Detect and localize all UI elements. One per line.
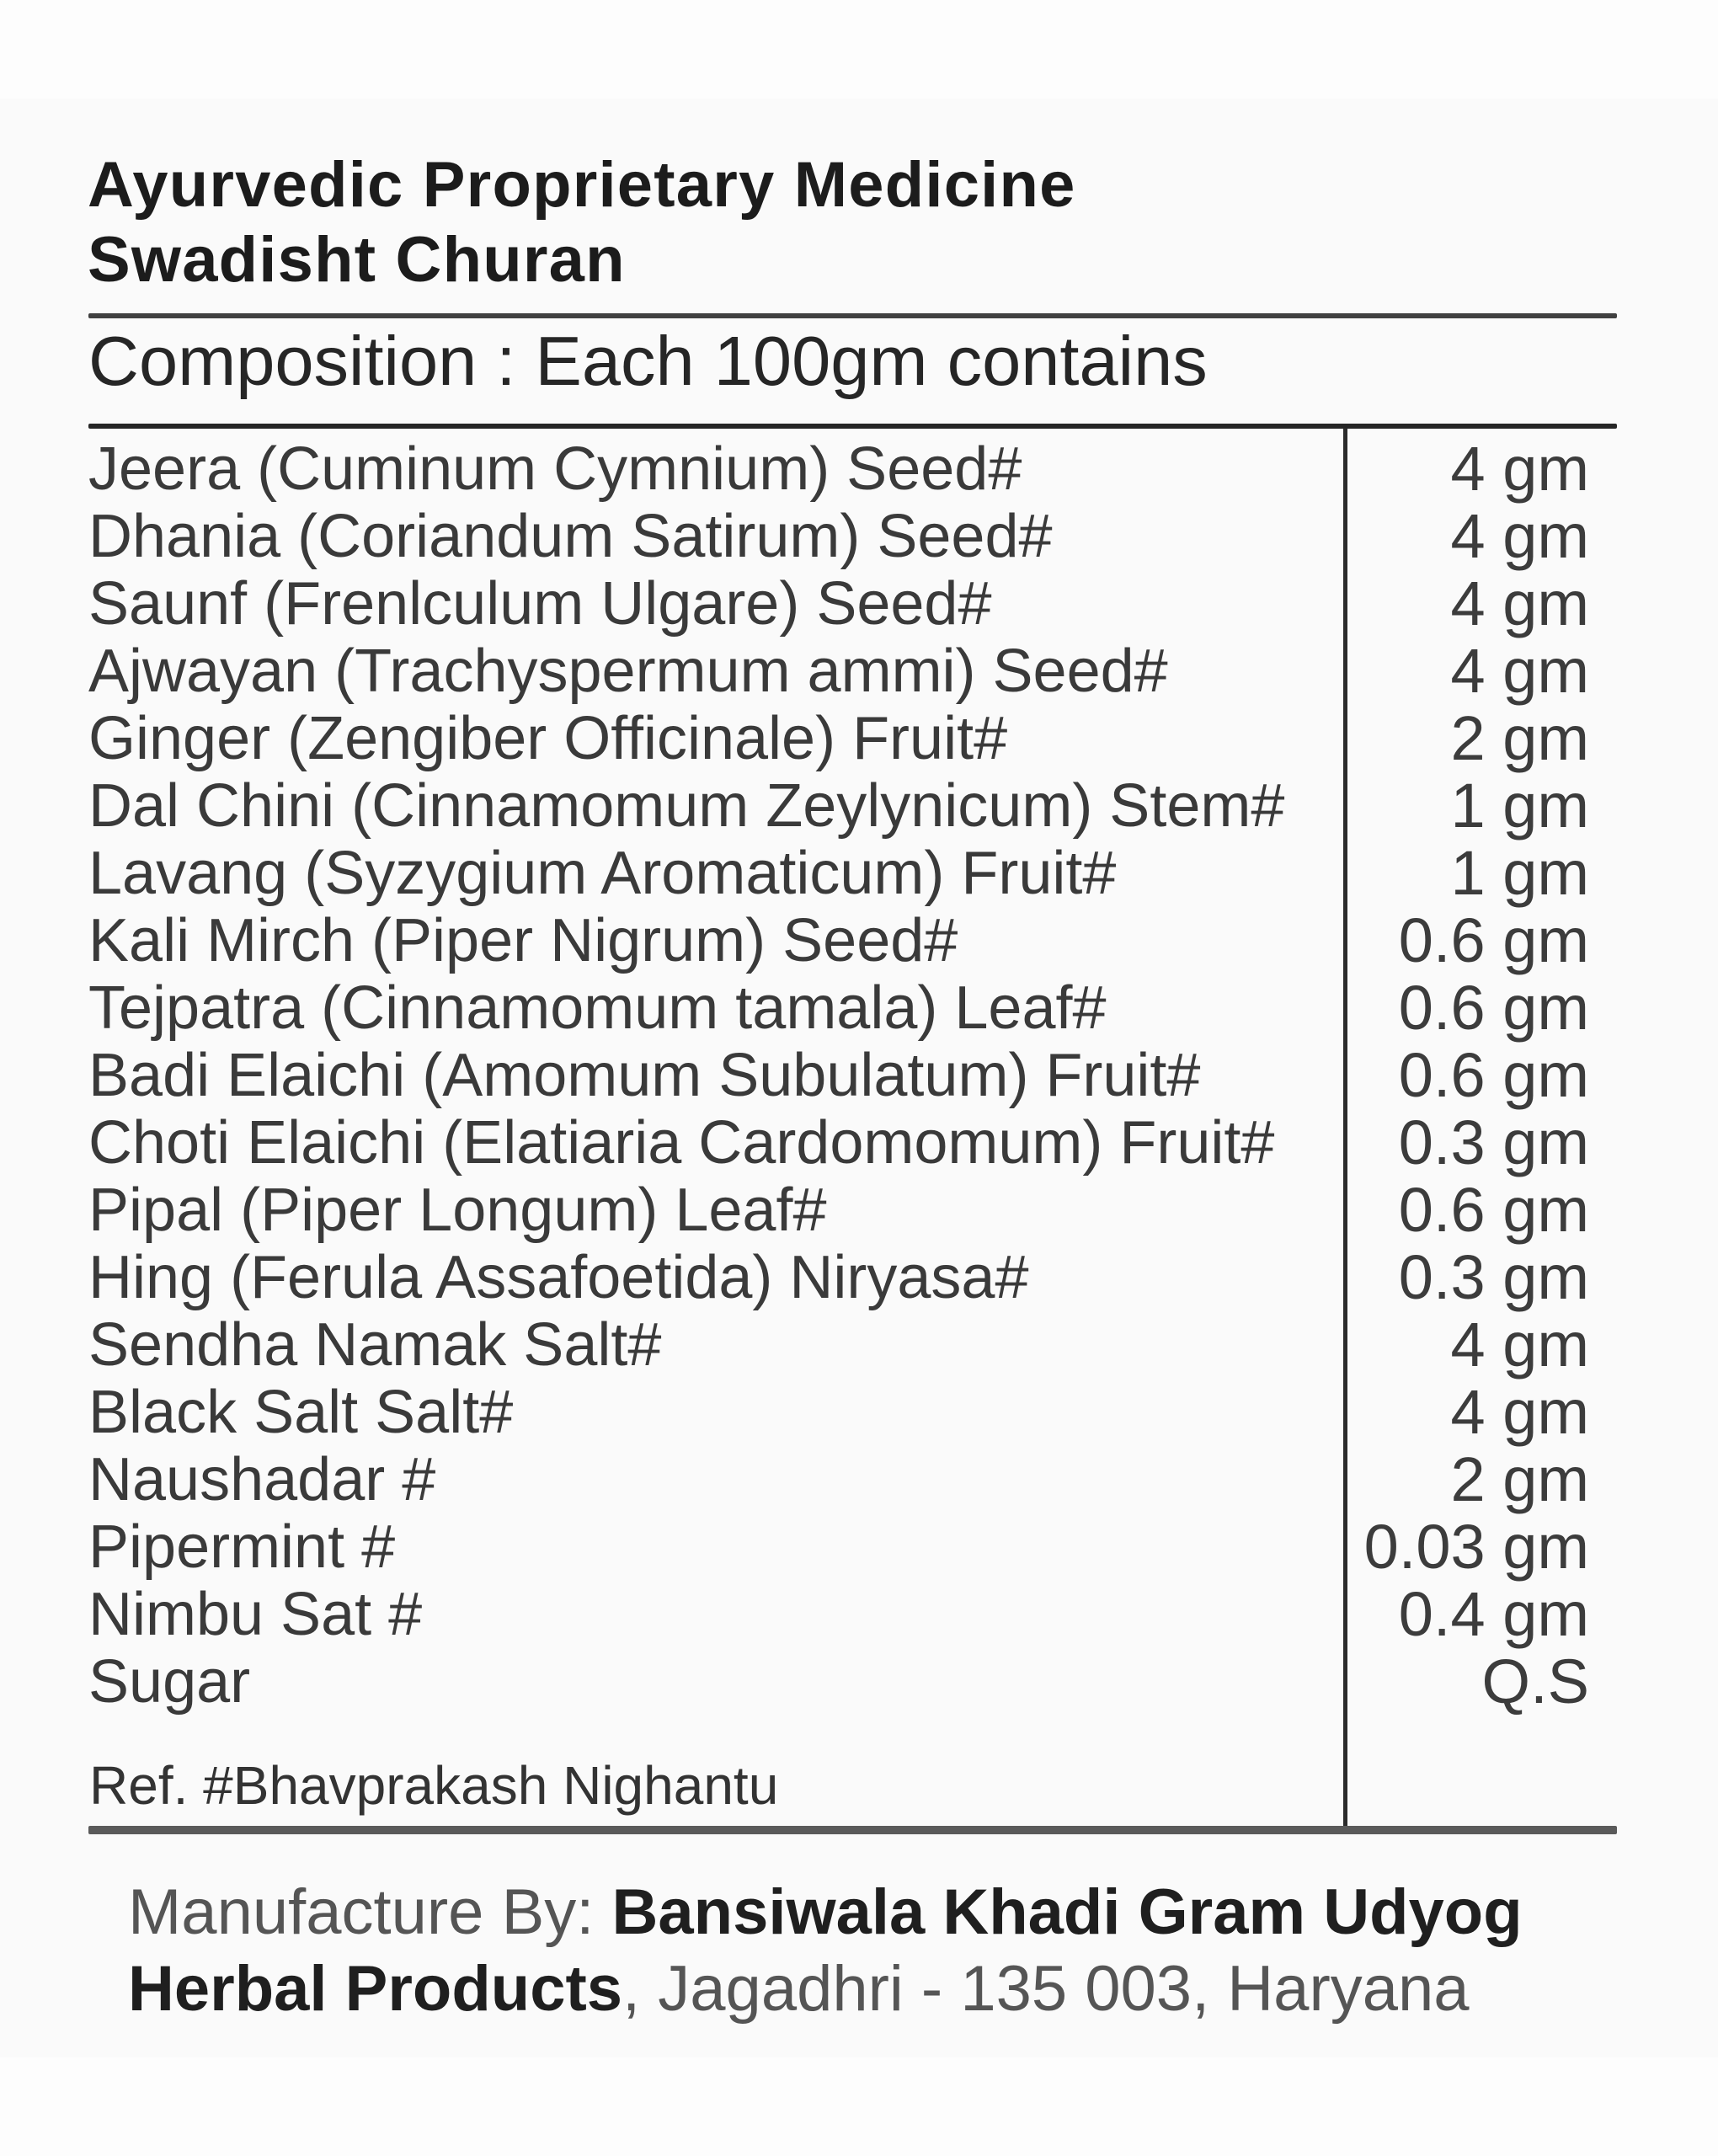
ingredient-row <box>88 840 1589 907</box>
ingredient-name: Saunf (Frenlculum Ulgare) Seed# <box>88 570 992 638</box>
ingredient-row <box>88 1177 1589 1244</box>
ingredient-quantity: 4 gm <box>1450 434 1589 504</box>
ingredient-quantity: 0.6 gm <box>1398 1040 1589 1110</box>
ingredient-row <box>88 705 1589 772</box>
manufacturer-label: Manufacture By: <box>128 1876 612 1948</box>
ingredient-quantity: 0.6 gm <box>1398 973 1589 1043</box>
ingredient-row <box>88 1042 1589 1109</box>
ingredient-row <box>88 570 1589 638</box>
manufacturer-line-2 <box>128 1951 1523 2027</box>
ingredient-quantity: 0.3 gm <box>1398 1107 1589 1177</box>
ingredient-row <box>88 1581 1589 1648</box>
manufacturer-info <box>128 1874 1523 2027</box>
ingredient-quantity: 4 gm <box>1450 636 1589 706</box>
ingredient-name: Lavang (Syzygium Aromaticum) Fruit# <box>88 840 1117 907</box>
ingredient-quantity: 4 gm <box>1450 568 1589 638</box>
manufacturer-name-cont: Herbal Products <box>128 1953 623 2025</box>
ingredient-row <box>88 1513 1589 1581</box>
ingredient-name: Ajwayan (Trachyspermum ammi) Seed# <box>88 638 1168 705</box>
ingredient-name: Ginger (Zengiber Officinale) Fruit# <box>88 705 1008 772</box>
ingredient-row <box>88 1244 1589 1311</box>
ingredient-row <box>88 435 1589 503</box>
ingredient-name: Sugar <box>88 1648 251 1716</box>
composition-heading: Composition : Each 100gm contains <box>88 322 1208 400</box>
ingredient-name: Choti Elaichi (Elatiaria Cardomomum) Fruit# <box>88 1109 1275 1177</box>
ingredient-quantity: 2 gm <box>1450 703 1589 773</box>
ingredient-name: Sendha Namak Salt# <box>88 1311 662 1379</box>
ingredient-quantity: 2 gm <box>1450 1444 1589 1514</box>
ingredient-name: Nimbu Sat # <box>88 1581 423 1648</box>
ingredient-name: Jeera (Cuminum Cymnium) Seed# <box>88 435 1022 503</box>
ingredient-name: Pipermint # <box>88 1513 396 1581</box>
ingredient-name: Dhania (Coriandum Satirum) Seed# <box>88 503 1053 570</box>
ingredient-quantity: 1 gm <box>1450 771 1589 841</box>
reference-note: Ref. #Bhavprakash Nighantu <box>89 1755 779 1816</box>
ingredient-name: Naushadar # <box>88 1446 436 1513</box>
ingredient-name: Dal Chini (Cinnamomum Zeylynicum) Stem# <box>88 772 1285 840</box>
ingredient-name: Badi Elaichi (Amomum Subulatum) Fruit# <box>88 1042 1201 1109</box>
ingredient-quantity: 4 gm <box>1450 1310 1589 1380</box>
ingredient-quantity: Q.S <box>1481 1646 1589 1716</box>
ingredient-quantity: 4 gm <box>1450 501 1589 571</box>
ingredient-name: Pipal (Piper Longum) Leaf# <box>88 1177 827 1244</box>
medicine-category-title: Ayurvedic Proprietary Medicine <box>88 149 1076 221</box>
ingredient-row <box>88 503 1589 570</box>
product-name-title: Swadisht Churan <box>88 224 626 296</box>
ingredient-quantity: 0.4 gm <box>1398 1579 1589 1649</box>
ingredient-name: Tejpatra (Cinnamomum tamala) Leaf# <box>88 974 1107 1042</box>
ingredient-row <box>88 772 1589 840</box>
ingredient-row <box>88 1446 1589 1513</box>
manufacturer-name: Bansiwala Khadi Gram Udyog <box>611 1876 1523 1948</box>
ingredient-quantity: 1 gm <box>1450 838 1589 908</box>
ingredient-name: Kali Mirch (Piper Nigrum) Seed# <box>88 907 958 974</box>
ingredients-table <box>88 435 1589 1716</box>
ingredient-quantity: 4 gm <box>1450 1377 1589 1447</box>
ingredient-name: Hing (Ferula Assafoetida) Niryasa# <box>88 1244 1029 1311</box>
ingredient-name: Black Salt Salt# <box>88 1379 514 1446</box>
ingredient-quantity: 0.3 gm <box>1398 1242 1589 1312</box>
ingredient-quantity: 0.03 gm <box>1363 1512 1589 1582</box>
header-divider <box>88 313 1617 318</box>
table-bottom-divider <box>88 1826 1617 1834</box>
ingredient-row <box>88 974 1589 1042</box>
manufacturer-address: , Jagadhri - 135 003, Haryana <box>622 1953 1470 2025</box>
ingredient-row <box>88 1109 1589 1177</box>
ingredient-row <box>88 907 1589 974</box>
ingredient-row <box>88 1379 1589 1446</box>
ingredient-quantity: 0.6 gm <box>1398 905 1589 975</box>
ingredient-row <box>88 638 1589 705</box>
manufacturer-line-1 <box>128 1874 1523 1951</box>
table-top-divider <box>88 424 1617 429</box>
ingredient-quantity: 0.6 gm <box>1398 1175 1589 1245</box>
ingredient-row <box>88 1311 1589 1379</box>
ingredient-row <box>88 1648 1589 1716</box>
